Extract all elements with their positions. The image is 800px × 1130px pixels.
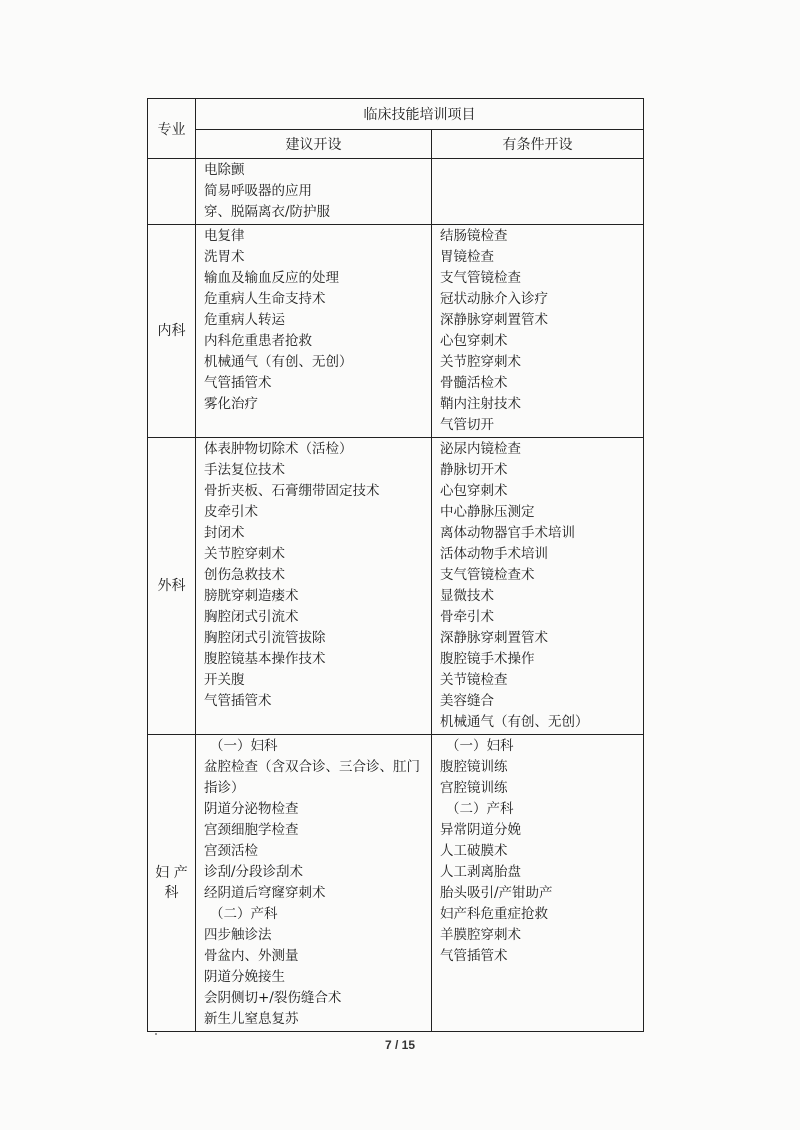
recommended-item: 皮牵引术: [204, 504, 258, 520]
conditional-item: 关节腔穿刺术: [440, 354, 521, 370]
recommended-item: 洗胃术: [204, 249, 245, 265]
recommended-item: 雾化治疗: [204, 396, 258, 412]
recommended-items-cell: [196, 159, 432, 225]
recommended-item: 盆腔检查（含双合诊、三合诊、肛门指诊）: [204, 759, 420, 796]
recommended-item: 危重病人转运: [204, 312, 285, 328]
recommended-item: 四步触诊法: [204, 927, 272, 943]
recommended-item: 胸腔闭式引流管拔除: [204, 630, 326, 646]
conditional-item: 胃镜检查: [440, 249, 494, 265]
recommended-item: 骨折夹板、石膏绷带固定技术: [204, 483, 380, 499]
conditional-item: （二）产科: [446, 801, 514, 817]
specialty-label-line: 妇 产: [155, 865, 188, 881]
conditional-item: 深静脉穿刺置管术: [440, 312, 548, 328]
conditional-item: 心包穿刺术: [440, 483, 508, 499]
recommended-item: 创伤急救技术: [204, 567, 285, 583]
recommended-items-cell: [196, 438, 432, 735]
recommended-item: 体表肿物切除术（活检）: [204, 441, 353, 457]
recommended-item: 宫颈细胞学检查: [204, 822, 299, 838]
conditional-item: 机械通气（有创、无创）: [440, 714, 589, 730]
header-specialty: 专业: [148, 99, 196, 159]
recommended-item: 胸腔闭式引流术: [204, 609, 299, 625]
conditional-item: 胎头吸引/产钳助产: [440, 885, 553, 901]
conditional-items-cell: [432, 438, 644, 735]
conditional-item: 深静脉穿刺置管术: [440, 630, 548, 646]
conditional-item: 冠状动脉介入诊疗: [440, 291, 548, 307]
recommended-item: 会阴侧切+/裂伤缝合术: [204, 990, 342, 1006]
specialty-cell: [148, 735, 196, 1032]
conditional-items-cell: [432, 159, 644, 225]
header-training-items: 临床技能培训项目: [196, 99, 644, 130]
conditional-item: 气管切开: [440, 417, 494, 433]
conditional-item: 人工剥离胎盘: [440, 864, 521, 880]
conditional-item: 异常阴道分娩: [440, 822, 521, 838]
recommended-item: 关节腔穿刺术: [204, 546, 285, 562]
conditional-item: 静脉切开术: [440, 462, 508, 478]
conditional-item: 骨髓活检术: [440, 375, 508, 391]
recommended-item: 输血及输血反应的处理: [204, 270, 339, 286]
conditional-item: 妇产科危重症抢救: [440, 906, 548, 922]
conditional-item: 美容缝合: [440, 693, 494, 709]
recommended-item: 阴道分娩接生: [204, 969, 285, 985]
recommended-item: （一）妇科: [210, 738, 278, 754]
recommended-item: 宫颈活检: [204, 843, 258, 859]
specialty-label-line: 科: [164, 885, 179, 901]
recommended-item: 危重病人生命支持术: [204, 291, 326, 307]
recommended-item: 简易呼吸器的应用: [204, 183, 312, 199]
conditional-item: 离体动物器官手术培训: [440, 525, 575, 541]
specialty-label: 外科: [157, 578, 186, 594]
specialty-cell: [148, 159, 196, 225]
recommended-item: 新生儿窒息复苏: [204, 1011, 299, 1027]
table-row: [148, 438, 644, 735]
training-items-table: [147, 98, 644, 1032]
conditional-item: 骨牵引术: [440, 609, 494, 625]
table-row: [148, 159, 644, 225]
conditional-item: 腹腔镜手术操作: [440, 651, 535, 667]
recommended-item: 气管插管术: [204, 693, 272, 709]
conditional-item: 气管插管术: [440, 948, 508, 964]
recommended-item: 腹腔镜基本操作技术: [204, 651, 326, 667]
conditional-item: 心包穿刺术: [440, 333, 508, 349]
conditional-item: 鞘内注射技术: [440, 396, 521, 412]
page-number: 7 / 15: [384, 1038, 416, 1052]
recommended-item: 经阴道后穹窿穿刺术: [204, 885, 326, 901]
conditional-item: 支气管镜检查: [440, 270, 521, 286]
recommended-items-cell: [196, 225, 432, 438]
conditional-item: 结肠镜检查: [440, 228, 508, 244]
conditional-item: 活体动物手术培训: [440, 546, 548, 562]
header-conditional: 有条件开设: [432, 130, 644, 159]
recommended-item: 电复律: [204, 228, 245, 244]
recommended-item: 电除颤: [204, 162, 245, 178]
recommended-item: 膀胱穿刺造瘘术: [204, 588, 299, 604]
recommended-item: （二）产科: [210, 906, 278, 922]
conditional-item: 显微技术: [440, 588, 494, 604]
conditional-item: 支气管镜检查术: [440, 567, 535, 583]
conditional-items-cell: [432, 735, 644, 1032]
table-row: [148, 225, 644, 438]
conditional-item: 宫腔镜训练: [440, 780, 508, 796]
recommended-item: 阴道分泌物检查: [204, 801, 299, 817]
specialty-label: 内科: [157, 323, 186, 339]
scan-speck: [155, 1033, 157, 1035]
conditional-item: 羊膜腔穿刺术: [440, 927, 521, 943]
recommended-item: 气管插管术: [204, 375, 272, 391]
conditional-items-cell: [432, 225, 644, 438]
specialty-cell: [148, 438, 196, 735]
recommended-items-cell: [196, 735, 432, 1032]
recommended-item: 机械通气（有创、无创）: [204, 354, 353, 370]
recommended-item: 内科危重患者抢救: [204, 333, 312, 349]
header-recommended: 建议开设: [196, 130, 432, 159]
recommended-item: 封闭术: [204, 525, 245, 541]
recommended-item: 手法复位技术: [204, 462, 285, 478]
table-row: [148, 735, 644, 1032]
recommended-item: 穿、脱隔离衣/防护服: [204, 204, 331, 220]
conditional-item: 人工破膜术: [440, 843, 508, 859]
recommended-item: 诊刮/分段诊刮术: [204, 864, 304, 880]
conditional-item: 腹腔镜训练: [440, 759, 508, 775]
recommended-item: 骨盆内、外测量: [204, 948, 299, 964]
recommended-item: 开关腹: [204, 672, 245, 688]
conditional-item: 中心静脉压测定: [440, 504, 535, 520]
conditional-item: （一）妇科: [446, 738, 514, 754]
conditional-item: 泌尿内镜检查: [440, 441, 521, 457]
conditional-item: 关节镜检查: [440, 672, 508, 688]
specialty-cell: [148, 225, 196, 438]
